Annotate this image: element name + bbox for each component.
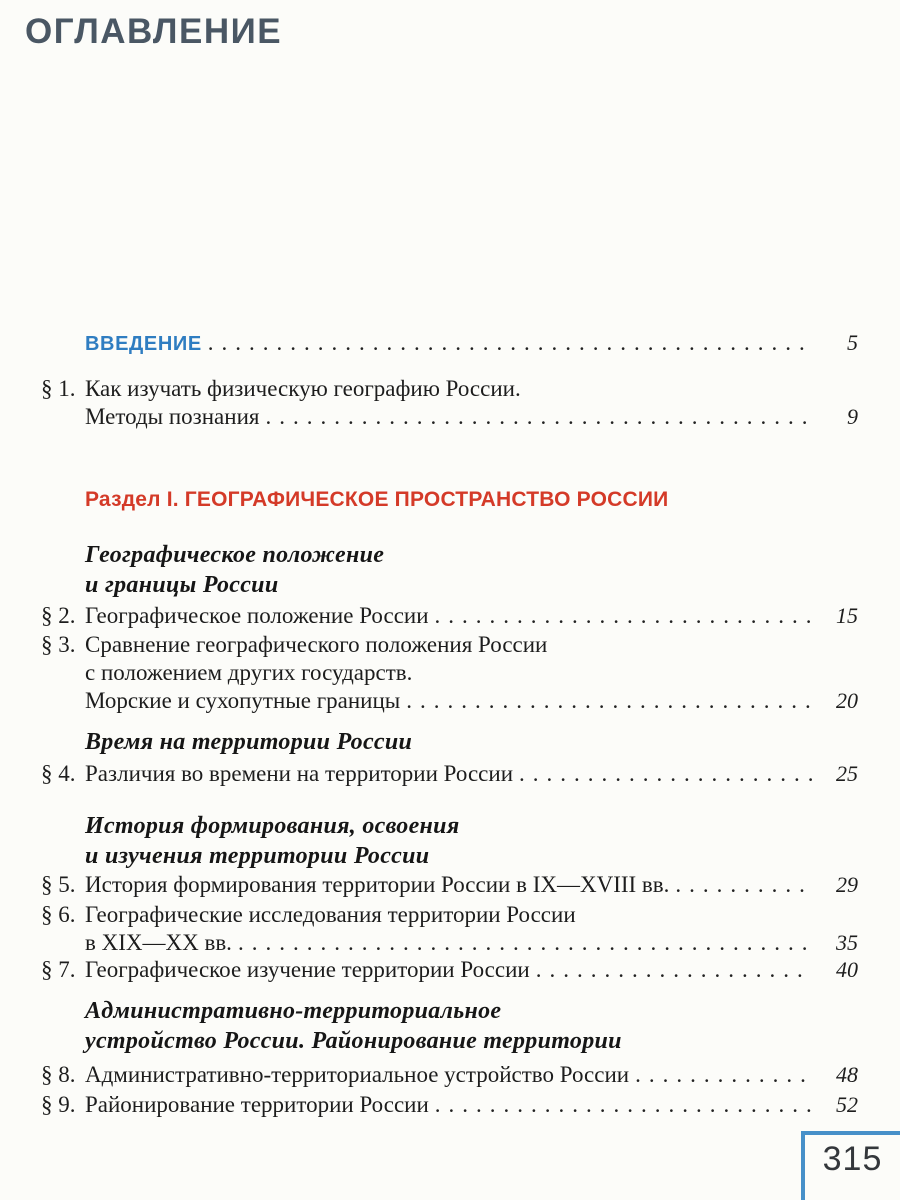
subheading-geo-position	[85, 540, 384, 600]
entry-line: с положением других государств.	[85, 660, 413, 685]
entry-number: § 1.	[41, 376, 76, 401]
toc-entry-intro	[41, 329, 858, 358]
subheading-line: Время на территории России	[85, 729, 413, 755]
dot-leader	[265, 403, 812, 431]
subheading-time	[85, 727, 412, 757]
toc-entry-6	[41, 901, 858, 957]
entry-number: § 5.	[41, 872, 76, 897]
page-ref: 40	[836, 957, 858, 982]
entry-number: § 7.	[41, 957, 76, 982]
toc-entry-9	[41, 1091, 858, 1119]
toc-entry-2	[41, 602, 858, 630]
page-ref: 52	[836, 1092, 858, 1117]
toc-entry-8	[41, 1061, 858, 1089]
intro-label: ВВЕДЕНИЕ	[85, 333, 202, 355]
page-ref: 48	[836, 1062, 858, 1087]
dot-leader	[406, 687, 812, 715]
entry-line: Географическое положение России	[85, 603, 429, 628]
subheading-history	[85, 811, 460, 871]
entry-line: Морские и сухопутные границы	[85, 688, 401, 713]
entry-line: Методы познания	[85, 404, 260, 429]
entry-number: § 2.	[41, 603, 76, 628]
page-ref: 9	[847, 404, 858, 429]
subheading-line: и изучения территории России	[85, 843, 430, 869]
page-ref: 5	[847, 330, 858, 355]
dot-leader	[238, 929, 812, 957]
page-title: ОГЛАВЛЕНИЕ	[25, 12, 283, 51]
entry-line: в XIX—XX вв.	[85, 930, 232, 955]
page-ref: 29	[836, 872, 858, 897]
toc-entry-5	[41, 871, 858, 899]
entry-line: Районирование территории России	[85, 1092, 429, 1117]
dot-leader	[435, 602, 812, 630]
page-ref: 20	[836, 688, 858, 713]
entry-line: Географические исследования территории России	[85, 902, 576, 927]
dot-leader	[675, 871, 812, 899]
toc-entry-4	[41, 760, 858, 788]
subheading-line: и границы России	[85, 572, 279, 598]
dot-leader	[536, 956, 812, 984]
entry-number: § 3.	[41, 632, 76, 657]
subheading-line: История формирования, освоения	[85, 813, 460, 839]
footer-page-box	[801, 1131, 900, 1200]
entry-line: Как изучать физическую географию России.	[85, 376, 521, 401]
subheading-line: Административно-территориальное	[85, 998, 502, 1024]
entry-line: История формирования территории России в IX—XVIII вв.	[85, 872, 670, 897]
page-ref: 25	[836, 761, 858, 786]
entry-line: Географическое изучение территории России	[85, 957, 530, 982]
entry-number: § 4.	[41, 761, 76, 786]
entry-line: Различия во времени на территории России	[85, 761, 514, 786]
entry-line: Сравнение географического положения России	[85, 632, 548, 657]
dot-leader	[208, 329, 812, 357]
subheading-line: Географическое положение	[85, 542, 385, 568]
entry-line: Административно-территориальное устройство России	[85, 1062, 630, 1087]
toc-entry-3	[41, 631, 858, 715]
section-header-razdel-1: Раздел I. ГЕОГРАФИЧЕСКОЕ ПРОСТРАНСТВО РОССИИ	[85, 488, 669, 511]
dot-leader	[519, 760, 812, 788]
entry-number: § 8.	[41, 1062, 76, 1087]
dot-leader	[635, 1061, 812, 1089]
dot-leader	[435, 1091, 812, 1119]
footer-page-number: 315	[822, 1140, 883, 1178]
page-ref: 15	[836, 603, 858, 628]
entry-number: § 9.	[41, 1092, 76, 1117]
subheading-line: устройство России. Районирование территории	[85, 1028, 622, 1054]
toc-entry-7	[41, 956, 858, 984]
subheading-admin	[85, 996, 622, 1056]
page-ref: 35	[836, 930, 858, 955]
entry-number: § 6.	[41, 902, 76, 927]
toc-entry-1	[41, 375, 858, 431]
